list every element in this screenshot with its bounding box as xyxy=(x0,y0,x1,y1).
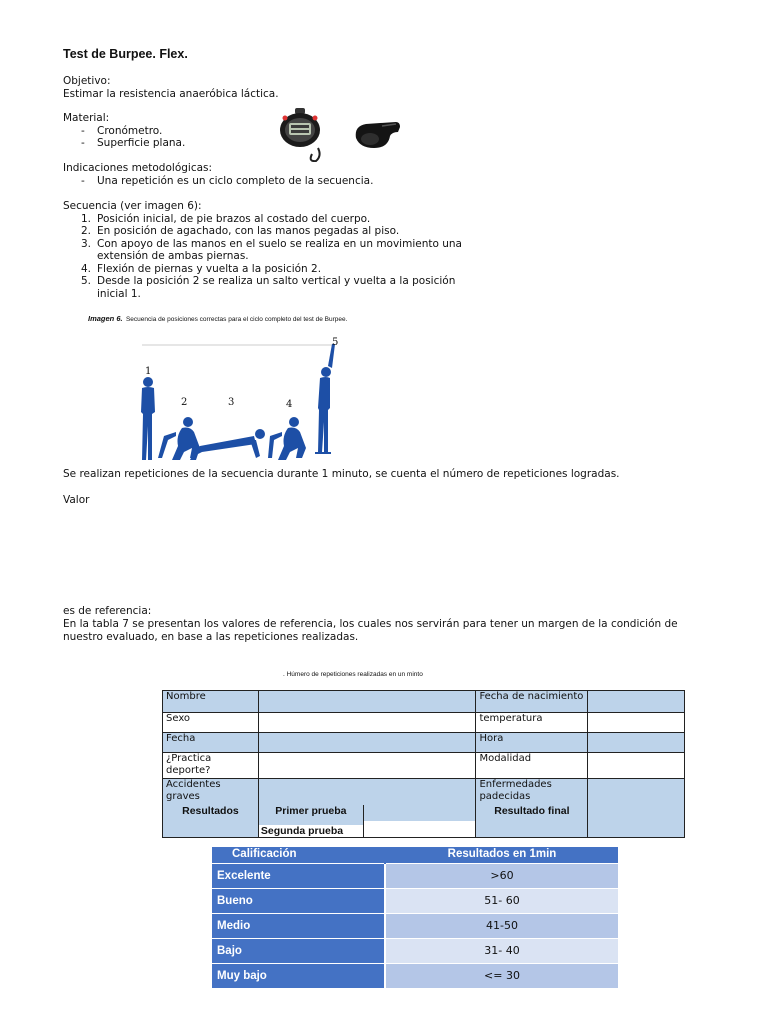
enfermedades-field[interactable] xyxy=(588,779,685,805)
rating-table xyxy=(212,847,618,988)
objetivo-label: Objetivo: xyxy=(63,75,111,87)
material-item: - Cronómetro. xyxy=(63,125,185,138)
secuencia-item: 4. Flexión de piernas y vuelta a la posición 2. xyxy=(81,262,322,275)
hora-label: Hora xyxy=(476,733,588,753)
indicaciones-section xyxy=(63,162,373,187)
nombre-label: Nombre xyxy=(163,691,259,713)
indicaciones-item: - Una repetición es un ciclo completo de la secuencia. xyxy=(63,175,373,188)
rating-label: Medio xyxy=(212,914,385,939)
rating-label: Muy bajo xyxy=(212,964,385,989)
table-caption: . Húmero de repeticiones realizadas en un minto xyxy=(283,671,423,678)
pose-number: 3 xyxy=(228,397,235,408)
table-row xyxy=(163,713,685,733)
fecha-field[interactable] xyxy=(258,733,476,753)
fecha-nacimiento-label: Fecha de nacimiento xyxy=(476,691,588,713)
material-section xyxy=(63,112,185,150)
image-caption xyxy=(88,312,347,327)
pose-number: 5 xyxy=(332,337,339,348)
objetivo-section xyxy=(63,75,279,100)
rating-value: 31- 40 xyxy=(385,939,618,964)
fecha-nacimiento-field[interactable] xyxy=(588,691,685,713)
whistle-icon xyxy=(352,118,402,150)
referencia-text: En la tabla 7 se presentan los valores de referencia, los cuales nos servirán para tener un margen de la condición de nuestro evaluado, en base a las repeticiones realizadas. xyxy=(63,618,678,643)
rating-value: 41-50 xyxy=(385,914,618,939)
modalidad-field[interactable] xyxy=(588,753,685,779)
rating-label: Excelente xyxy=(212,864,385,889)
rating-value: 51- 60 xyxy=(385,889,618,914)
secuencia-item: 3. Con apoyo de las manos en el suelo se realiza en un movimiento una extensión de ambas piernas. xyxy=(81,237,462,262)
rating-row xyxy=(212,864,618,889)
pose-number: 1 xyxy=(145,366,152,377)
stopwatch-icon xyxy=(278,106,340,162)
sexo-label: Sexo xyxy=(163,713,259,733)
rating-value: >60 xyxy=(385,864,618,889)
sexo-field[interactable] xyxy=(258,713,476,733)
page-title: Test de Burpee. Flex. xyxy=(63,47,188,61)
image-caption-label: Imagen 6. xyxy=(88,314,123,323)
referencia-label: es de referencia: xyxy=(63,605,152,617)
rating-header-resultados: Resultados en 1min xyxy=(385,847,618,864)
rating-label: Bueno xyxy=(212,889,385,914)
evaluation-form-table xyxy=(162,690,685,838)
nombre-field[interactable] xyxy=(258,691,476,713)
practica-field[interactable] xyxy=(258,753,476,779)
image-caption-text: Secuencia de posiciones correctas para el ciclo completo del test de Burpee. xyxy=(125,316,348,323)
secuencia-section xyxy=(63,200,463,300)
table-row xyxy=(163,691,685,713)
temperatura-field[interactable] xyxy=(588,713,685,733)
burpee-figure-standing xyxy=(141,377,155,460)
pose-number: 2 xyxy=(181,397,188,408)
rating-row xyxy=(212,939,618,964)
table-row xyxy=(163,779,685,805)
modalidad-label: Modalidad xyxy=(476,753,588,779)
rating-row xyxy=(212,964,618,989)
temperatura-label: temperatura xyxy=(476,713,588,733)
secuencia-label: Secuencia (ver imagen 6): xyxy=(63,200,202,212)
pose-number: 4 xyxy=(286,399,293,410)
rating-row xyxy=(212,914,618,939)
primer-prueba-label: Primer prueba xyxy=(275,804,347,817)
rating-value: <= 30 xyxy=(385,964,618,989)
burpee-figure-squat-return xyxy=(268,417,306,460)
accidentes-field[interactable] xyxy=(258,779,476,805)
indicaciones-label: Indicaciones metodológicas: xyxy=(63,162,213,174)
primer-prueba-field[interactable] xyxy=(364,805,476,821)
objetivo-text: Estimar la resistencia anaeróbica láctica. xyxy=(63,87,279,100)
table-row xyxy=(163,733,685,753)
accidentes-label: Accidentes graves xyxy=(163,779,259,805)
practica-label: ¿Practica deporte? xyxy=(163,753,259,779)
material-item: - Superficie plana. xyxy=(63,137,185,150)
burpee-figure-plank xyxy=(190,429,265,460)
secuencia-item: 1. Posición inicial, de pie brazos al costado del cuerpo. xyxy=(81,212,371,225)
burpee-sequence-illustration xyxy=(132,336,347,466)
secuencia-item: 5. Desde la posición 2 se realiza un salto vertical y vuelta a la posición inicial 1. xyxy=(81,275,456,300)
resultado-final-field[interactable] xyxy=(588,805,685,838)
rating-header-calificacion: Calificación xyxy=(212,847,385,864)
segunda-prueba-label: Segunda prueba xyxy=(259,825,363,837)
enfermedades-label: Enfermedades padecidas xyxy=(476,779,588,805)
secuencia-item: 2. En posición de agachado, con las manos pegadas al piso. xyxy=(81,225,400,237)
table-row xyxy=(163,753,685,779)
rating-row xyxy=(212,889,618,914)
segunda-prueba-field[interactable] xyxy=(364,821,476,837)
rating-label: Bajo xyxy=(212,939,385,964)
burpee-figure-jump xyxy=(315,344,335,454)
repeticiones-paragraph: Se realizan repeticiones de la secuencia durante 1 minuto, se cuenta el número de repeticiones logradas. xyxy=(63,468,620,480)
fecha-label: Fecha xyxy=(163,733,259,753)
rating-header-row xyxy=(212,847,618,864)
valor-label: Valor xyxy=(63,494,90,506)
hora-field[interactable] xyxy=(588,733,685,753)
material-label: Material: xyxy=(63,112,110,124)
resultados-label: Resultados xyxy=(163,805,259,838)
resultados-cell xyxy=(258,805,476,838)
table-row xyxy=(163,805,685,838)
resultado-final-label: Resultado final xyxy=(476,805,588,838)
